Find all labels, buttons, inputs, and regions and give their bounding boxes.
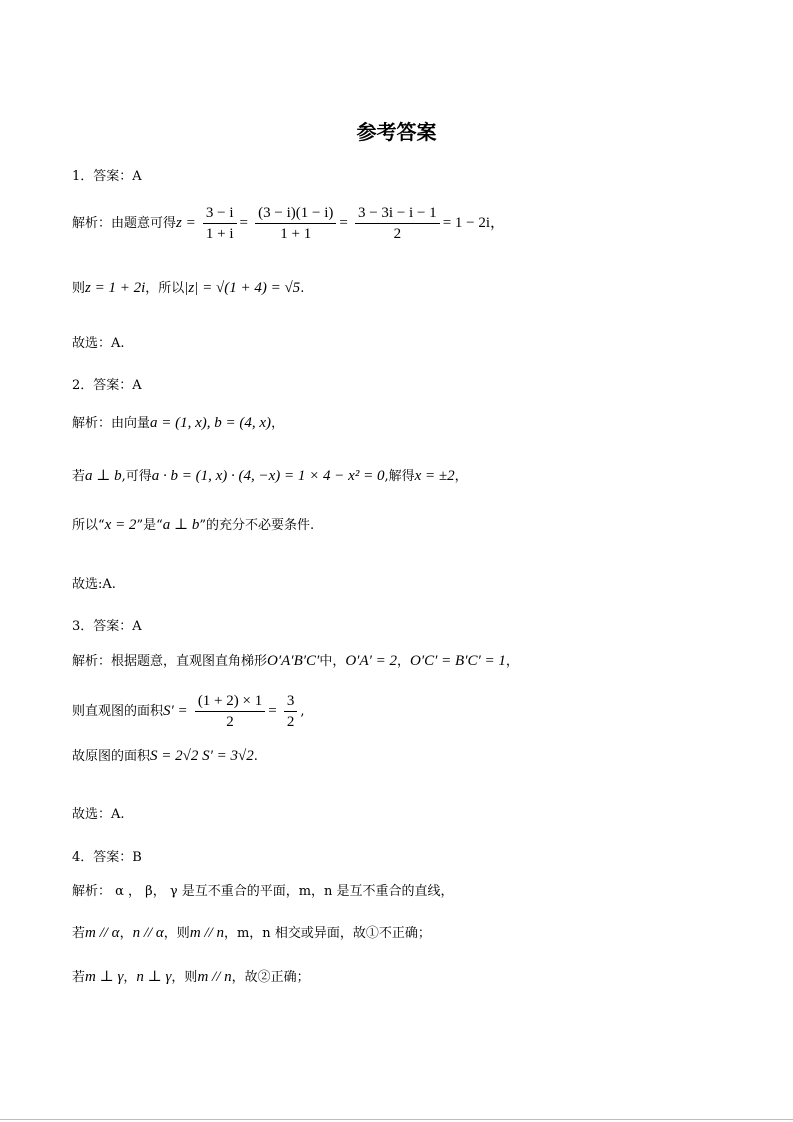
q1-result: = 1 − 2i， bbox=[442, 215, 506, 231]
q1-sol-prefix: 解析：由题意可得 bbox=[72, 216, 177, 231]
q3-line-2: 则直观图的面积S′ = $\frac{(1 + 2) \times 1}{2}$ = $\frac{3}{2}$ , bbox=[72, 693, 305, 730]
q3-line-1: 解析：根据题意，直观图直角梯形O′A′B′C′中，O′A′ = 2，O′C′ = B′C′ = 1， bbox=[72, 653, 519, 669]
page-title: 参考答案 bbox=[356, 120, 437, 144]
q3-answer: 3．答案：A bbox=[72, 619, 142, 634]
q3-line-3: 故原图的面积S = 2√2 S′ = 3√2. bbox=[72, 748, 258, 764]
q2-line-3: 所以“x = 2”是“a ⊥ b”的充分不必要条件. bbox=[72, 517, 315, 533]
q2-perpendicular: a ⊥ b bbox=[85, 468, 122, 484]
q2-choice: 故选:A. bbox=[72, 577, 116, 592]
q2-dot-product: a · b = (1, x) · (4, −x) = 1 × 4 − x² = 0 bbox=[151, 468, 385, 484]
q4-answer: 4．答案：B bbox=[72, 850, 142, 865]
q1-eq2: = bbox=[339, 215, 348, 231]
q1-fraction-2: $\frac{(3 - i)(1 - i)}{1 + 1}$ bbox=[255, 203, 336, 244]
q1-eq1: = bbox=[239, 215, 248, 231]
q4-line-2: 若m // α，n // α，则m // n，m，n 相交或异面，故①不正确； bbox=[72, 925, 431, 941]
q4-line-1: 解析： α ， β， γ 是互不重合的平面，m，n 是互不重合的直线， bbox=[72, 884, 454, 899]
q3-choice: 故选：A. bbox=[72, 807, 125, 822]
q3-area: S = 2√2 S′ = 3√2 bbox=[150, 748, 254, 764]
q2-line-2: 若a ⊥ b,可得a · b = (1, x) · (4, −x) = 1 × 4 − x² = 0,解得x = ±2， bbox=[72, 468, 468, 484]
q1-solution-line bbox=[72, 203, 505, 244]
q1-fraction-1: $\frac{3 - i}{1 + i}$ bbox=[203, 203, 237, 244]
q3-trapezoid: O′A′B′C′ bbox=[267, 653, 320, 669]
q2-solution-x: x = ±2 bbox=[414, 468, 455, 484]
q2-answer: 2．答案：A bbox=[72, 378, 142, 393]
q1-conjugate: z = 1 + 2i bbox=[85, 280, 146, 296]
q1-answer: 1．答案：A bbox=[72, 169, 142, 184]
q3-fraction-1: $\frac{(1 + 2) \times 1}{2}$ bbox=[195, 691, 265, 732]
page-bottom-divider bbox=[0, 1119, 793, 1120]
q4-line-3: 若m ⊥ γ，n ⊥ γ，则m // n，故②正确； bbox=[72, 969, 310, 985]
q3-fraction-2: $\frac{3}{2}$ bbox=[284, 691, 298, 732]
q1-choice: 故选：A. bbox=[72, 336, 125, 351]
q1-line-2: 则z = 1 + 2i，所以|z| = √(1 + 4) = √5. bbox=[72, 280, 305, 296]
q1-z-eq: z = bbox=[176, 215, 196, 231]
q2-line-1: 解析：由向量a = (1, x), b = (4, x)， bbox=[72, 415, 285, 431]
q1-modulus: |z| = √(1 + 4) = √5 bbox=[184, 280, 301, 296]
q1-fraction-3: $\frac{3 - 3i - i - 1}{2}$ bbox=[355, 203, 440, 244]
q2-vectors: a = (1, x), b = (4, x) bbox=[150, 415, 272, 431]
